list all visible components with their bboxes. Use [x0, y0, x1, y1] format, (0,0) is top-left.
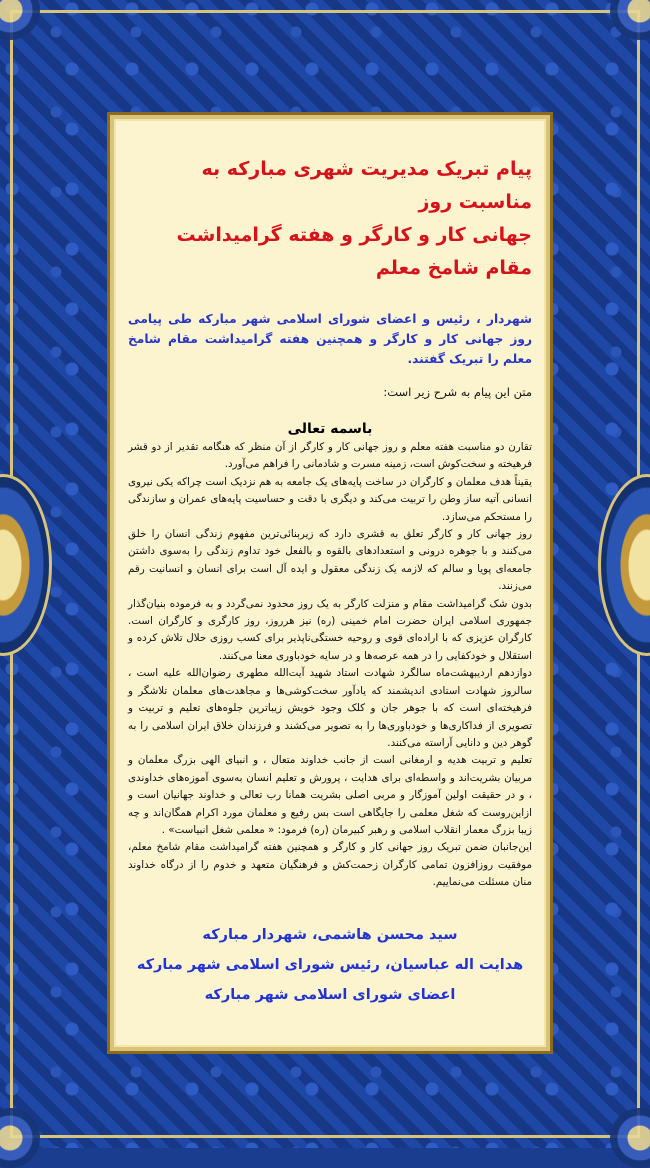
signature-line: سید محسن هاشمی، شهردار مبارکه	[202, 926, 458, 943]
message-content	[128, 119, 532, 1047]
corner-ornament-icon	[0, 1108, 40, 1168]
body-paragraph: دوازدهم اردیبهشت‌ماه سالگرد شهادت استاد شهید آیت‌الله مطهری رضوان‌الله علیه است ، سالروز شهادت استادی اندیشمند که یادآور سخت‌کوشی‌ها و مجاهدت‌های معلمان تلاشگر و فرهیخته‌ای است که با جوهر جان و کلک وجود خویش زیباترین جلوه‌های تعلیم و تربیت و تصویری از فداکاری‌ها و خودباوری‌ها را به تصویر می‌کشند و فرزندان خلاق ایران اسلامی را به گوهر دین و دانایی آراسته می‌کنند.	[128, 667, 532, 749]
body-paragraph: تعلیم و تربیت هدیه و ارمغانی است از جانب خداوند متعال ، و انبیای الهی بزرگ معلمان و مربیان بشریت‌اند و واسطه‌ای برای هدایت ، پرورش و تعلیم انسان به‌سوی آموزه‌های خداوندی ، و در حقیقت اولین آموزگار و مربی اصلی بشریت همانا رب تعالی و خداوند جهانیان است و ازاین‌روست که شغل معلمی را جایگاهی است بس رفیع و معلمان مورد اکرام همگان‌اند و چه زیبا بزرگ معمار انقلاب اسلامی و رهبر کبیرمان (ره) فرمود: « معلمی شغل انبیاست» .	[128, 754, 532, 836]
body-paragraph: تقارن دو مناسبت هفته معلم و روز جهانی کار و کارگر از آن منظر که هنگامه تقدیر از دو قشر فرهیخته و سخت‌کوش است، زمینه مسرت و شادمانی را فراهم می‌آورد.	[128, 441, 532, 471]
body-paragraph: این‌جانبان ضمن تبریک روز جهانی کار و کارگر و همچنین هفته گرامیداشت مقام شامخ معلم، موفقیت روزافزون تمامی کارگران زحمت‌کش و فرهنگیان متعهد و خدوم را از درگاه خداوند منان مسئلت می‌نماییم.	[128, 841, 532, 889]
title-line-2: جهانی کار و کارگر و هفته گرامیداشت مقام شامخ معلم	[176, 224, 532, 279]
corner-ornament-icon	[610, 0, 650, 40]
left-medallion-icon	[0, 474, 52, 656]
message-body	[128, 439, 532, 892]
body-paragraph: روز جهانی کار و کارگر تعلق به قشری دارد که زیربنائی‌ترین مفهوم زندگی انسان را خلق می‌کنند و با جوهره درونی و استعدادهای بالقوه و بالفعل خود تداوم زندگی را به‌سوی داشتن جامعه‌ای پویا و سالم که لازمه یک زندگی معقول و ایده آل است برای انسان و انسانیت رقم می‌زنند.	[128, 528, 532, 593]
title-line-1: پیام تبریک مدیریت شهری مبارکه به مناسبت روز	[201, 158, 532, 213]
signature-line: هدایت اله عباسیان، رئیس شورای اسلامی شهر مبارکه	[136, 956, 524, 973]
message-panel	[110, 115, 550, 1051]
body-paragraph: یقیناً هدف معلمان و کارگران در ساخت پایه‌های یک جامعه به هم نزدیک است چراکه یکی نیروی انسانی آتیه ساز وطن را تربیت می‌کند و دیگری با دقت و حساسیت پایه‌های عمران و سازندگی را مستحکم می‌سازد.	[128, 475, 532, 523]
corner-ornament-icon	[610, 1108, 650, 1168]
lead-text: متن این پیام به شرح زیر است:	[383, 385, 532, 399]
signature-block	[128, 920, 532, 1010]
right-medallion-icon	[598, 474, 650, 656]
intro-text: شهردار ، رئیس و اعضای شورای اسلامی شهر مبارکه طی پیامی روز جهانی کار و کارگر و همچنین هفته گرامیداشت مقام شامخ معلم را تبریک گفتند.	[128, 312, 532, 366]
corner-ornament-icon	[0, 0, 40, 40]
section-heading: باسمه تعالی	[287, 421, 373, 437]
signature-line: اعضای شورای اسلامی شهر مبارکه	[204, 986, 456, 1003]
body-paragraph: بدون شک گرامیداشت مقام و منزلت کارگر به یک روز محدود نمی‌گردد و به فرموده بنیان‌گذار جمهوری اسلامی ایران حضرت امام خمینی (ره) نیز هرروز، روز کارگری و کارگران است. کارگران عزیزی که با اراده‌ای قوی و روحیه خستگی‌ناپذیر برای کسب روزی حلال تلاش کرده و استقلال و خودکفایی را در همه عرصه‌ها و در سایه خودباوری معنا می‌کنند.	[128, 597, 532, 662]
page-title	[128, 153, 532, 285]
